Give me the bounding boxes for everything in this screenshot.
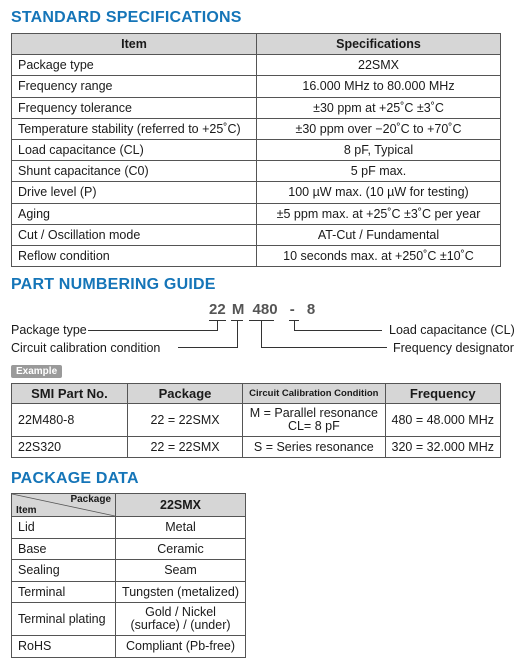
package-value: Metal xyxy=(116,517,246,539)
table-row xyxy=(12,437,501,458)
code-package: 22 xyxy=(209,301,226,318)
connector-circuit-h xyxy=(178,347,238,348)
label-load-capacitance: Load capacitance (CL) xyxy=(389,323,515,337)
part-numbering-title: PART NUMBERING GUIDE xyxy=(11,276,216,293)
spec-item: Temperature stability (referred to +25˚C) xyxy=(12,118,257,139)
package-item: RoHS xyxy=(12,636,116,658)
table-row xyxy=(12,636,246,658)
table-row xyxy=(12,97,501,118)
package-value-line1: Gold / Nickel xyxy=(145,605,216,619)
table-row xyxy=(12,603,246,636)
spec-item: Reflow condition xyxy=(12,245,257,266)
package-value: Seam xyxy=(116,560,246,582)
package-value xyxy=(116,603,246,636)
package-item: Terminal xyxy=(12,581,116,603)
spec-item: Drive level (P) xyxy=(12,182,257,203)
table-row xyxy=(12,224,501,245)
connector-circuit xyxy=(237,320,238,348)
column-header-item: Item xyxy=(12,34,257,55)
example-circuit xyxy=(243,404,385,437)
column-header-circuit: Circuit Calibration Condition xyxy=(243,384,385,404)
label-circuit-calibration: Circuit calibration condition xyxy=(11,341,161,355)
spec-value: 5 pF max. xyxy=(257,161,501,182)
table-row xyxy=(12,55,501,76)
table-row xyxy=(12,118,501,139)
code-load-cap: 8 xyxy=(306,301,316,318)
spec-value: 22SMX xyxy=(257,55,501,76)
table-header-row xyxy=(12,494,246,517)
table-row xyxy=(12,517,246,539)
diagonal-header-cell xyxy=(12,494,116,517)
package-data-title: PACKAGE DATA xyxy=(11,470,139,487)
standard-specifications-title: STANDARD SPECIFICATIONS xyxy=(11,9,242,26)
specifications-table xyxy=(11,33,501,267)
example-package: 22 = 22SMX xyxy=(127,437,242,458)
package-item: Lid xyxy=(12,517,116,539)
spec-value: 100 µW max. (10 µW for testing) xyxy=(257,182,501,203)
spec-item: Load capacitance (CL) xyxy=(12,139,257,160)
spec-value: ±30 ppm at +25˚C ±3˚C xyxy=(257,97,501,118)
table-row xyxy=(12,404,501,437)
label-frequency-designator: Frequency designator xyxy=(393,341,514,355)
code-frequency: 480 xyxy=(252,301,278,318)
example-badge: Example xyxy=(11,365,62,378)
example-circuit: S = Series resonance xyxy=(243,437,385,458)
package-item: Sealing xyxy=(12,560,116,582)
column-header-frequency: Frequency xyxy=(385,384,501,404)
spec-value: 16.000 MHz to 80.000 MHz xyxy=(257,76,501,97)
table-header-row xyxy=(12,34,501,55)
spec-item: Package type xyxy=(12,55,257,76)
header-package-label: Package xyxy=(70,494,112,505)
table-row xyxy=(12,203,501,224)
connector-frequency-h xyxy=(261,347,387,348)
package-item: Terminal plating xyxy=(12,603,116,636)
column-header-part-no: SMI Part No. xyxy=(12,384,128,404)
table-row xyxy=(12,581,246,603)
spec-item: Cut / Oscillation mode xyxy=(12,224,257,245)
table-row xyxy=(12,182,501,203)
column-header-model: 22SMX xyxy=(116,494,246,517)
example-frequency: 480 = 48.000 MHz xyxy=(385,404,501,437)
example-package: 22 = 22SMX xyxy=(127,404,242,437)
connector-load-cap-h xyxy=(294,330,382,331)
example-table xyxy=(11,383,501,458)
package-value-line2: (surface) / (under) xyxy=(130,618,231,632)
spec-value: AT-Cut / Fundamental xyxy=(257,224,501,245)
spec-item: Shunt capacitance (C0) xyxy=(12,161,257,182)
spec-item: Frequency tolerance xyxy=(12,97,257,118)
table-row xyxy=(12,245,501,266)
code-dash: - xyxy=(289,301,295,318)
header-item-label: Item xyxy=(16,505,37,516)
part-number-code xyxy=(209,301,315,318)
package-item: Base xyxy=(12,538,116,560)
table-row xyxy=(12,560,246,582)
package-value: Ceramic xyxy=(116,538,246,560)
example-frequency: 320 = 32.000 MHz xyxy=(385,437,501,458)
spec-value: ±5 ppm max. at +25˚C ±3˚C per year xyxy=(257,203,501,224)
package-value: Compliant (Pb-free) xyxy=(116,636,246,658)
table-header-row xyxy=(12,384,501,404)
spec-item: Frequency range xyxy=(12,76,257,97)
table-row xyxy=(12,161,501,182)
table-row xyxy=(12,76,501,97)
table-row xyxy=(12,139,501,160)
column-header-specifications: Specifications xyxy=(257,34,501,55)
code-circuit: M xyxy=(231,301,245,318)
example-part-number: 22M480-8 xyxy=(12,404,128,437)
spec-value: 10 seconds max. at +250˚C ±10˚C xyxy=(257,245,501,266)
spec-value: 8 pF, Typical xyxy=(257,139,501,160)
label-package-type: Package type xyxy=(11,323,87,337)
spec-value: ±30 ppm over −20˚C to +70˚C xyxy=(257,118,501,139)
package-data-table xyxy=(11,493,246,658)
connector-frequency xyxy=(261,320,262,348)
example-part-number: 22S320 xyxy=(12,437,128,458)
example-circuit-line1: M = Parallel resonance xyxy=(249,406,378,420)
example-circuit-line2: CL= 8 pF xyxy=(287,419,340,433)
column-header-package: Package xyxy=(127,384,242,404)
table-row xyxy=(12,538,246,560)
package-value: Tungsten (metalized) xyxy=(116,581,246,603)
spec-item: Aging xyxy=(12,203,257,224)
connector-package-h xyxy=(88,330,218,331)
